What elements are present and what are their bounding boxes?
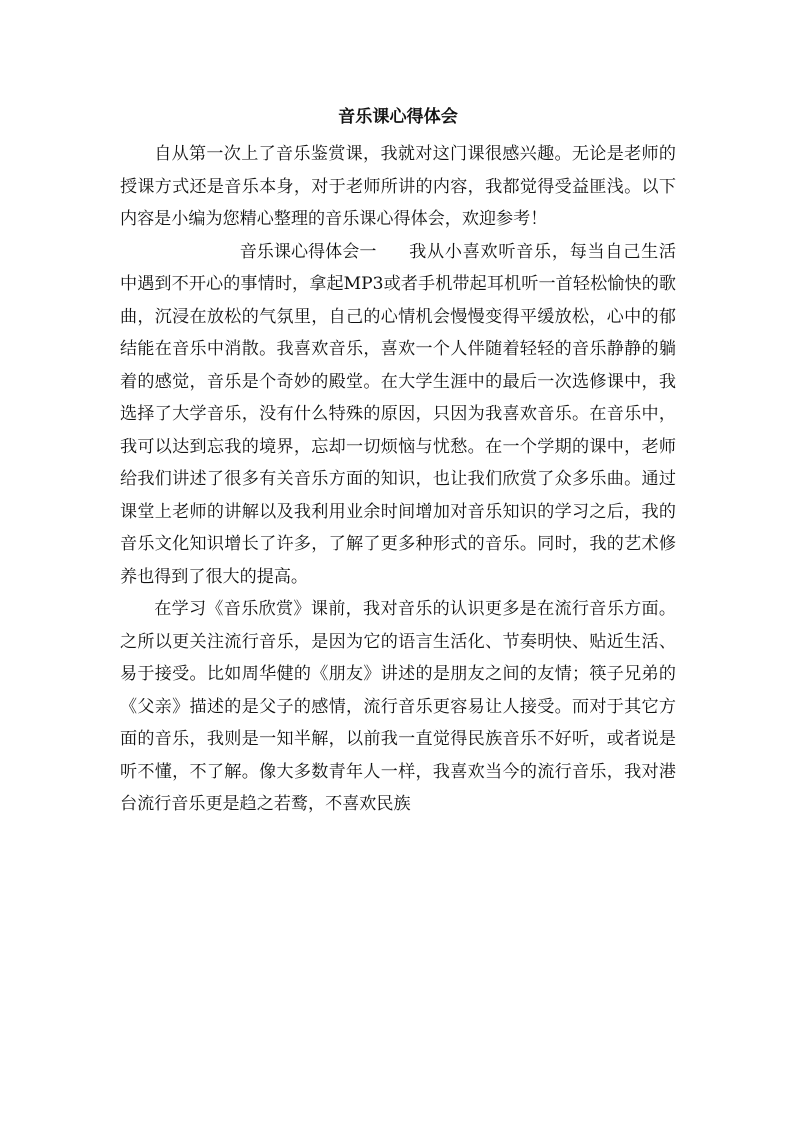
section1-body: 我从小喜欢听音乐，每当自己生活中遇到不开心的事情时，拿起MP3或者手机带起耳机听一首轻松愉快的歌曲，沉浸在放松的气氛里，自己的心情机会慢慢变得平缓放松，心中的郁结能在音乐中消散。我喜欢音乐，喜欢一个人伴随着轻轻的音乐静静的躺着的感觉，音乐是个奇妙的殿堂。在大学生涯中的最后一次选修课中，我选择了大学音乐，没有什么特殊的原因，只因为我喜欢音乐。在音乐中，我可以达到忘我的境界，忘却一切烦恼与忧愁。在一个学期的课中，老师给我们讲述了很多有关音乐方面的知识，也让我们欣赏了众多乐曲。通过课堂上老师的讲解以及我利用业余时间增加对音乐知识的学习之后，我的音乐文化知识增长了许多，了解了更多种形式的音乐。同时，我的艺术修养也得到了很大的提高。 xyxy=(120,241,676,587)
paragraph-3: 在学习《音乐欣赏》课前，我对音乐的认识更多是在流行音乐方面。之所以更关注流行音乐，是因为它的语言生活化、节奏明快、贴近生活、易于接受。比如周华健的《朋友》讲述的是朋友之间的友情；筷子兄弟的《父亲》描述的是父子的感情，流行音乐更容易让人接受。而对于其它方面的音乐，我则是一知半解，以前我一直觉得民族音乐不好听，或者说是听不懂，不了解。像大多数青年人一样，我喜欢当今的流行音乐，我对港台流行音乐更是趋之若鹜，不喜欢民族 xyxy=(120,599,676,814)
section1-heading: 音乐课心得体会一 xyxy=(239,241,377,262)
intro-paragraph: 自从第一次上了音乐鉴赏课，我就对这门课很感兴趣。无论是老师的授课方式还是音乐本身，对于老师所讲的内容，我都觉得受益匪浅。以下内容是小编为您精心整理的音乐课心得体会，欢迎参考！ xyxy=(120,144,676,229)
document-title: 音乐课心得体会 xyxy=(338,107,458,127)
document-page xyxy=(120,96,676,821)
section1-paragraph xyxy=(120,236,676,594)
